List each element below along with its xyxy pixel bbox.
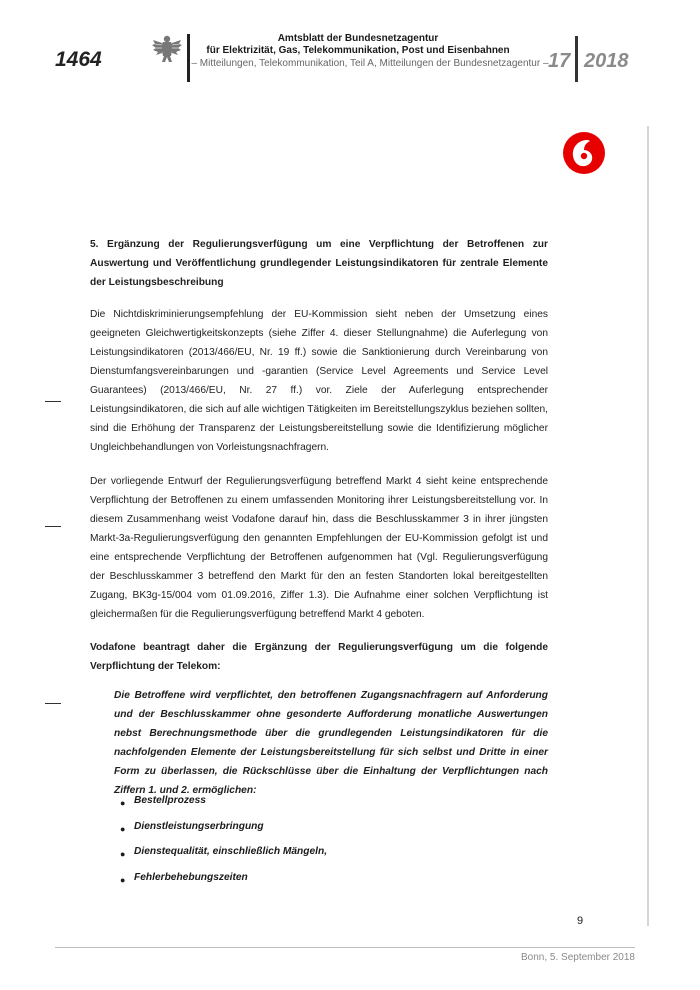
proposed-obligation-text: Die Betroffene wird verpflichtet, den betroffenen Zugangsnachfragern auf Anforderung und der Beschlusskammer ohne gesonderte Aufforderung monatliche Auswertungen nebst Berechnungsmethode über die grundlegenden Leistungsindikatoren für die nachfolgenden Elemente der Leistungsbereitstellung für sich selbst und Dritte in einer Form zu überlassen, die Rückschlüsse über die Einhaltung der Verpflichtungen nach Ziffern 1. und 2. ermöglichen: — [114, 690, 548, 796]
footer-date: Bonn, 5. September 2018 — [521, 952, 635, 963]
document-page-number: 9 — [577, 915, 584, 927]
margin-mark — [45, 401, 61, 402]
paragraph-3 — [90, 638, 548, 676]
journal-title: Amtsblatt der Bundesnetzagentur — [277, 33, 439, 44]
vodafone-logo-icon — [560, 129, 608, 177]
paragraph-2 — [90, 472, 548, 624]
issue-year: 2018 — [584, 50, 629, 72]
list-item-label: Dienstleistungserbringung — [134, 820, 264, 832]
list-item — [120, 846, 420, 872]
bullet-icon: ● — [120, 823, 126, 834]
bullet-icon: ● — [120, 849, 126, 859]
section-heading — [90, 235, 548, 292]
bullet-icon: ● — [120, 798, 126, 808]
list-item — [120, 795, 420, 821]
journal-section: – Mitteilungen, Telekommunikation, Teil A, Mitteilungen der Bundesnetzagentur – — [191, 58, 549, 69]
paragraph-1-text: Die Nichtdiskriminierungsempfehlung der EU-Kommission sieht neben der Umsetzung eines geeigneten Gleichwertigkeitskonzepts (siehe Ziffer 4. dieser Stellungnahme) die Auferlegung von Leistungsindikatoren (2013/466/EU, Nr. 19 ff.) sowie die Sanktionierung durch Vereinbarung von Dienstumfangsvereinbarungen und -garantien (Service Level Agreements und Service Level Guarantees) (2013/466/EU, Nr. 27 ff.) vor. Ziele der Auferlegung entsprechender Leistungsindikatoren, die sich auf alle wichtigen Tätigkeiten im Bereitstellungszyklus beziehen sollten, sind die Erhöhung der Transparenz der Leistungsbereitstellung sowie die Identifizierung möglicher Ungleichbehandlungen von Vorleistungsnachfragern. — [90, 309, 548, 453]
paragraph-3-text: Vodafone beantragt daher die Ergänzung der Regulierungsverfügung um die folgende Verpflichtung der Telekom: — [90, 642, 548, 672]
paragraph-2-text: Der vorliegende Entwurf der Regulierungsverfügung betreffend Markt 4 sieht keine entsprechende Verpflichtung der Betroffenen zu einem umfassenden Monitoring ihrer Leistungsbereitstellung vor. In diesem Zusammenhang weist Vodafone darauf hin, dass die Beschlusskammer 3 in ihrer jüngsten Markt-3a-Regulierungsverfügung den genannten Empfehlungen der EU-Kommission gefolgt ist und eine entsprechende Verpflichtung der Betroffenen aufgenommen hat (Vgl. Regulierungsverfügung der Beschlusskammer 3 betreffend den Markt für den an festen Standorten lokal bereitgestellten Zugang, BK3g-15/004 vom 01.09.2016, Ziffer 1.3). Die Aufnahme einer solchen Verpflichtung ist gleichermaßen für die Regulierungsverfügung betreffend Markt 4 geboten. — [90, 476, 548, 620]
bullet-list — [120, 795, 420, 897]
list-item-label: Dienstequalität, einschließlich Mängeln, — [134, 846, 328, 857]
journal-title-subline: für Elektrizität, Gas, Telekommunikation, Post und Eisenbahnen — [206, 45, 510, 56]
paragraph-1 — [90, 305, 548, 457]
page-edge — [647, 126, 649, 926]
list-item-label: Bestellprozess — [134, 795, 206, 806]
margin-mark — [45, 703, 61, 704]
footer-divider — [55, 947, 635, 948]
list-item — [120, 821, 420, 847]
proposed-obligation — [114, 686, 548, 800]
list-item-label: Fehlerbehebungszeiten — [134, 871, 248, 883]
list-item — [120, 872, 420, 898]
issue-number: 17 — [548, 50, 571, 72]
margin-mark — [45, 526, 61, 527]
issue-divider — [575, 36, 578, 82]
bullet-icon: ● — [120, 874, 126, 885]
section-heading-text: 5. Ergänzung der Regulierungsverfügung um eine Verpflichtung der Betroffenen zur Auswertung und Veröffentlichung grundlegender Leistungsindikatoren für zentrale Elemente der Leistungsbeschreibung — [90, 239, 548, 288]
page-number: 1464 — [55, 48, 102, 71]
federal-eagle-icon — [150, 33, 184, 65]
